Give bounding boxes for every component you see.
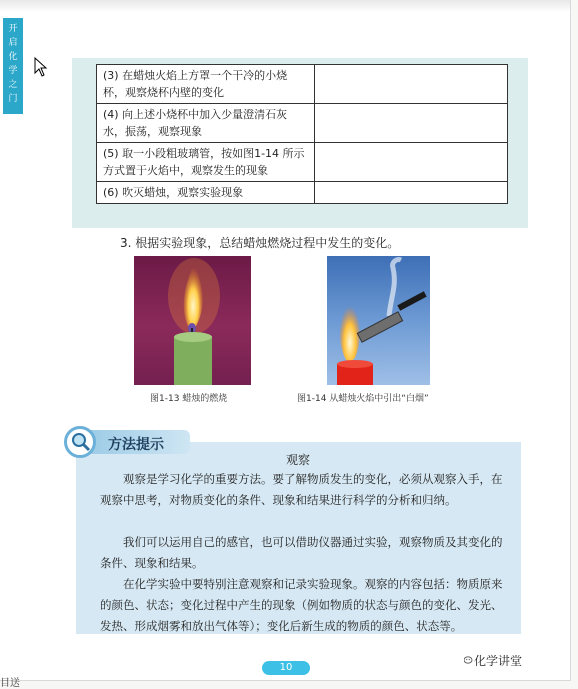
page-top-shadow — [0, 0, 570, 12]
method-tip-label: 方法提示 — [108, 437, 164, 453]
table-row — [97, 65, 508, 104]
bottom-left-text: 目送 — [0, 678, 20, 689]
table-cell-result — [315, 65, 508, 104]
side-tab-char: 门 — [8, 94, 18, 104]
figure-caption: 图1-13 蜡烛的燃烧 — [150, 394, 228, 404]
table-row — [97, 104, 508, 143]
candle-flame-illustration — [134, 256, 251, 385]
mouse-cursor-icon — [34, 57, 48, 77]
white-smoke-photo — [327, 256, 430, 385]
table-cell-step: (5) 取一小段粗玻璃管，按如图1-14 所示方式置于火焰中，观察发生的现象 — [97, 143, 315, 182]
table-cell-step: (6) 吹灭蜡烛，观察实验现象 — [97, 182, 315, 204]
method-title: 观察 — [286, 453, 311, 467]
table-cell-step: (3) 在蜡烛火焰上方罩一个干冷的小烧杯，观察烧杯内壁的变化 — [97, 65, 315, 104]
side-tab-char: 学 — [8, 66, 18, 76]
side-tab-char: 化 — [8, 52, 18, 62]
side-tab-char: 启 — [8, 38, 18, 48]
candle-burning-photo — [134, 256, 251, 385]
wechat-icon — [464, 656, 474, 665]
chapter-side-tab — [3, 18, 23, 114]
table-cell-result — [315, 143, 508, 182]
figure-caption: 图1-14 从蜡烛火焰中引出“白烟” — [297, 394, 429, 404]
side-tab-char: 之 — [8, 80, 18, 90]
experiment-table — [96, 64, 508, 204]
watermark-logo: 化学讲堂 — [474, 654, 523, 668]
table-cell-result — [315, 182, 508, 204]
method-paragraph: 我们可以运用自己的感官，也可以借助仪器通过实验，观察物质及其变化的条件、现象和结果。 — [100, 535, 503, 570]
table-row — [97, 143, 508, 182]
table-row — [97, 182, 508, 204]
page-number: 10 — [262, 661, 310, 675]
method-paragraph: 观察是学习化学的重要方法。要了解物质发生的变化，必须从观察入手，在观察中思考，对物质变化的条件、现象和结果进行科学的分析和归纳。 — [100, 472, 503, 507]
glass-tube-flame-illustration — [327, 256, 430, 385]
question-3: 3. 根据实验现象，总结蜡烛燃烧过程中发生的变化。 — [120, 236, 400, 250]
method-tip-header — [64, 426, 192, 456]
side-tab-char: 开 — [8, 24, 18, 34]
magnifier-icon — [64, 426, 96, 458]
table-cell-result — [315, 104, 508, 143]
method-paragraph: 在化学实验中要特别注意观察和记录实验现象。观察的内容包括：物质原来的颜色、状态；变化过程中产生的现象（例如物质的状态与颜色的变化、发光、发热、形成烟雾和放出气体等）；变化后新生成的物质的颜色、状态等。 — [100, 577, 503, 633]
table-cell-step: (4) 向上述小烧杯中加入少量澄清石灰水，振荡，观察现象 — [97, 104, 315, 143]
